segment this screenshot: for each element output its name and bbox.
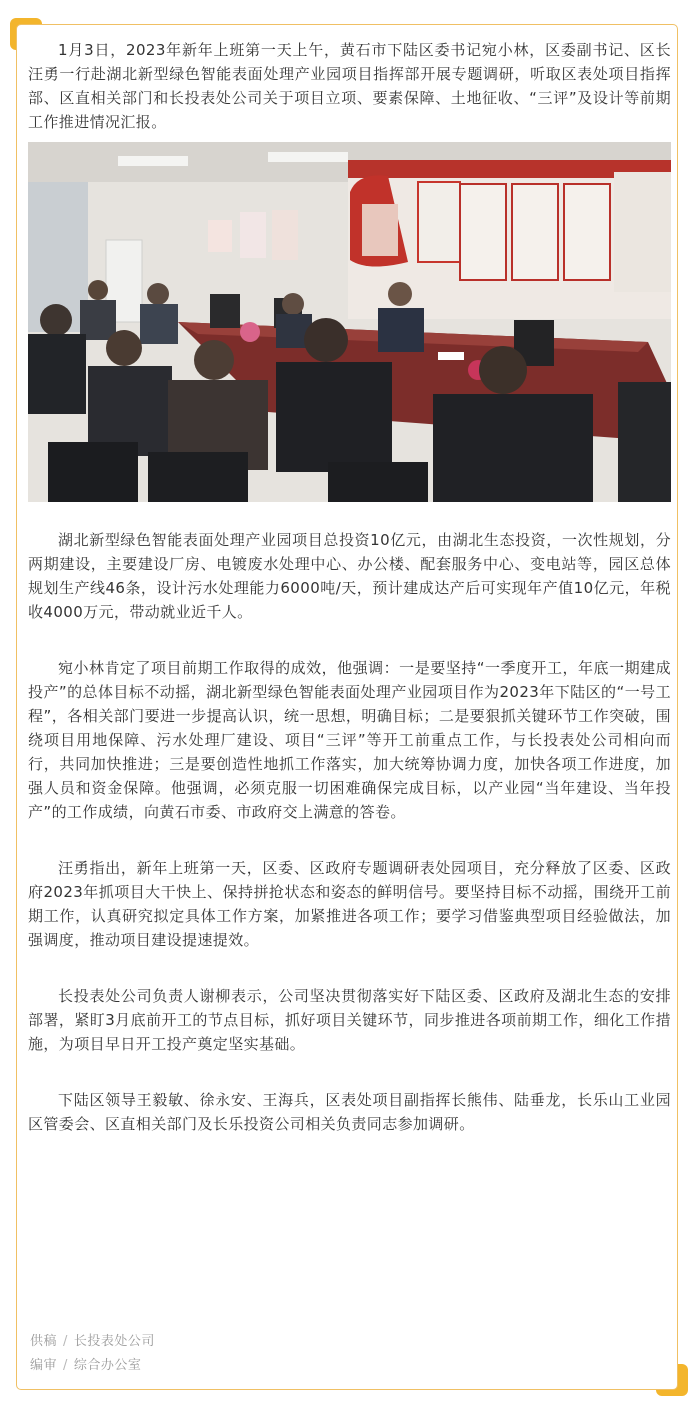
article-credits bbox=[30, 1330, 155, 1378]
credit-supply bbox=[30, 1330, 155, 1354]
credit-edit bbox=[30, 1354, 155, 1378]
credit-supply-label: 供稿 bbox=[30, 1334, 58, 1349]
article-content bbox=[28, 38, 671, 1136]
article-paragraph-3: 宛小林肯定了项目前期工作取得的成效，他强调：一是要坚持“一季度开工，年底一期建成投产”的总体目标不动摇，湖北新型绿色智能表面处理产业园项目作为2023年下陆区的“一号工程”，各相关部门要进一步提高认识，统一思想，明确目标；二是要狠抓关键环节工作突破，围绕项目用地保障、污水处理厂建设、项目“三评”等开工前重点工作，与长投表处公司相向而行，共同加快推进；三是要创造性地抓工作落实，加大统筹协调力度，加快各项工作进度，加强人员和资金保障。他强调，必须克服一切困难确保完成目标，以产业园“当年建设、当年投产”的工作成绩，向黄石市委、市政府交上满意的答卷。 bbox=[28, 659, 671, 821]
article-paragraph-2: 湖北新型绿色智能表面处理产业园项目总投资10亿元，由湖北生态投资，一次性规划，分两期建设，主要建设厂房、电镀废水处理中心、办公楼、配套服务中心、变电站等，园区总体规划生产线46条，设计污水处理能力6000吨/天，预计建成达产后可实现年产值10亿元，年税收4000万元，带动就业近千人。 bbox=[28, 531, 671, 621]
article-paragraph-5: 长投表处公司负责人谢柳表示，公司坚决贯彻落实好下陆区委、区政府及湖北生态的安排部署，紧盯3月底前开工的节点目标，抓好项目关键环节，同步推进各项前期工作，细化工作措施，为项目早日开工投产奠定坚实基础。 bbox=[28, 987, 671, 1053]
credit-separator: / bbox=[63, 1358, 68, 1373]
credit-edit-value: 综合办公室 bbox=[73, 1358, 142, 1373]
meeting-photo bbox=[28, 142, 671, 502]
credit-separator: / bbox=[63, 1334, 68, 1349]
article-paragraph-4: 汪勇指出，新年上班第一天，区委、区政府专题调研表处园项目，充分释放了区委、区政府2023年抓项目大干快上、保持拼抢状态和姿态的鲜明信号。要坚持目标不动摇，围绕开工前期工作，认真研究拟定具体工作方案，加紧推进各项工作；要学习借鉴典型项目经验做法，加强调度，推动项目建设提速提效。 bbox=[28, 859, 671, 949]
credit-edit-label: 编审 bbox=[30, 1358, 58, 1373]
article-paragraph-6: 下陆区领导王毅敏、徐永安、王海兵，区表处项目副指挥长熊伟、陆垂龙，长乐山工业园区管委会、区直相关部门及长乐投资公司相关负责同志参加调研。 bbox=[28, 1091, 671, 1133]
credit-supply-value: 长投表处公司 bbox=[73, 1334, 155, 1349]
article-paragraph-1: 1月3日，2023年新年上班第一天上午，黄石市下陆区委书记宛小林，区委副书记、区长汪勇一行赴湖北新型绿色智能表面处理产业园项目指挥部开展专题调研，听取区表处项目指挥部、区直相关部门和长投表处公司关于项目立项、要素保障、土地征收、“三评”及设计等前期工作推进情况汇报。 bbox=[28, 41, 671, 131]
meeting-photo-illustration bbox=[28, 142, 671, 502]
